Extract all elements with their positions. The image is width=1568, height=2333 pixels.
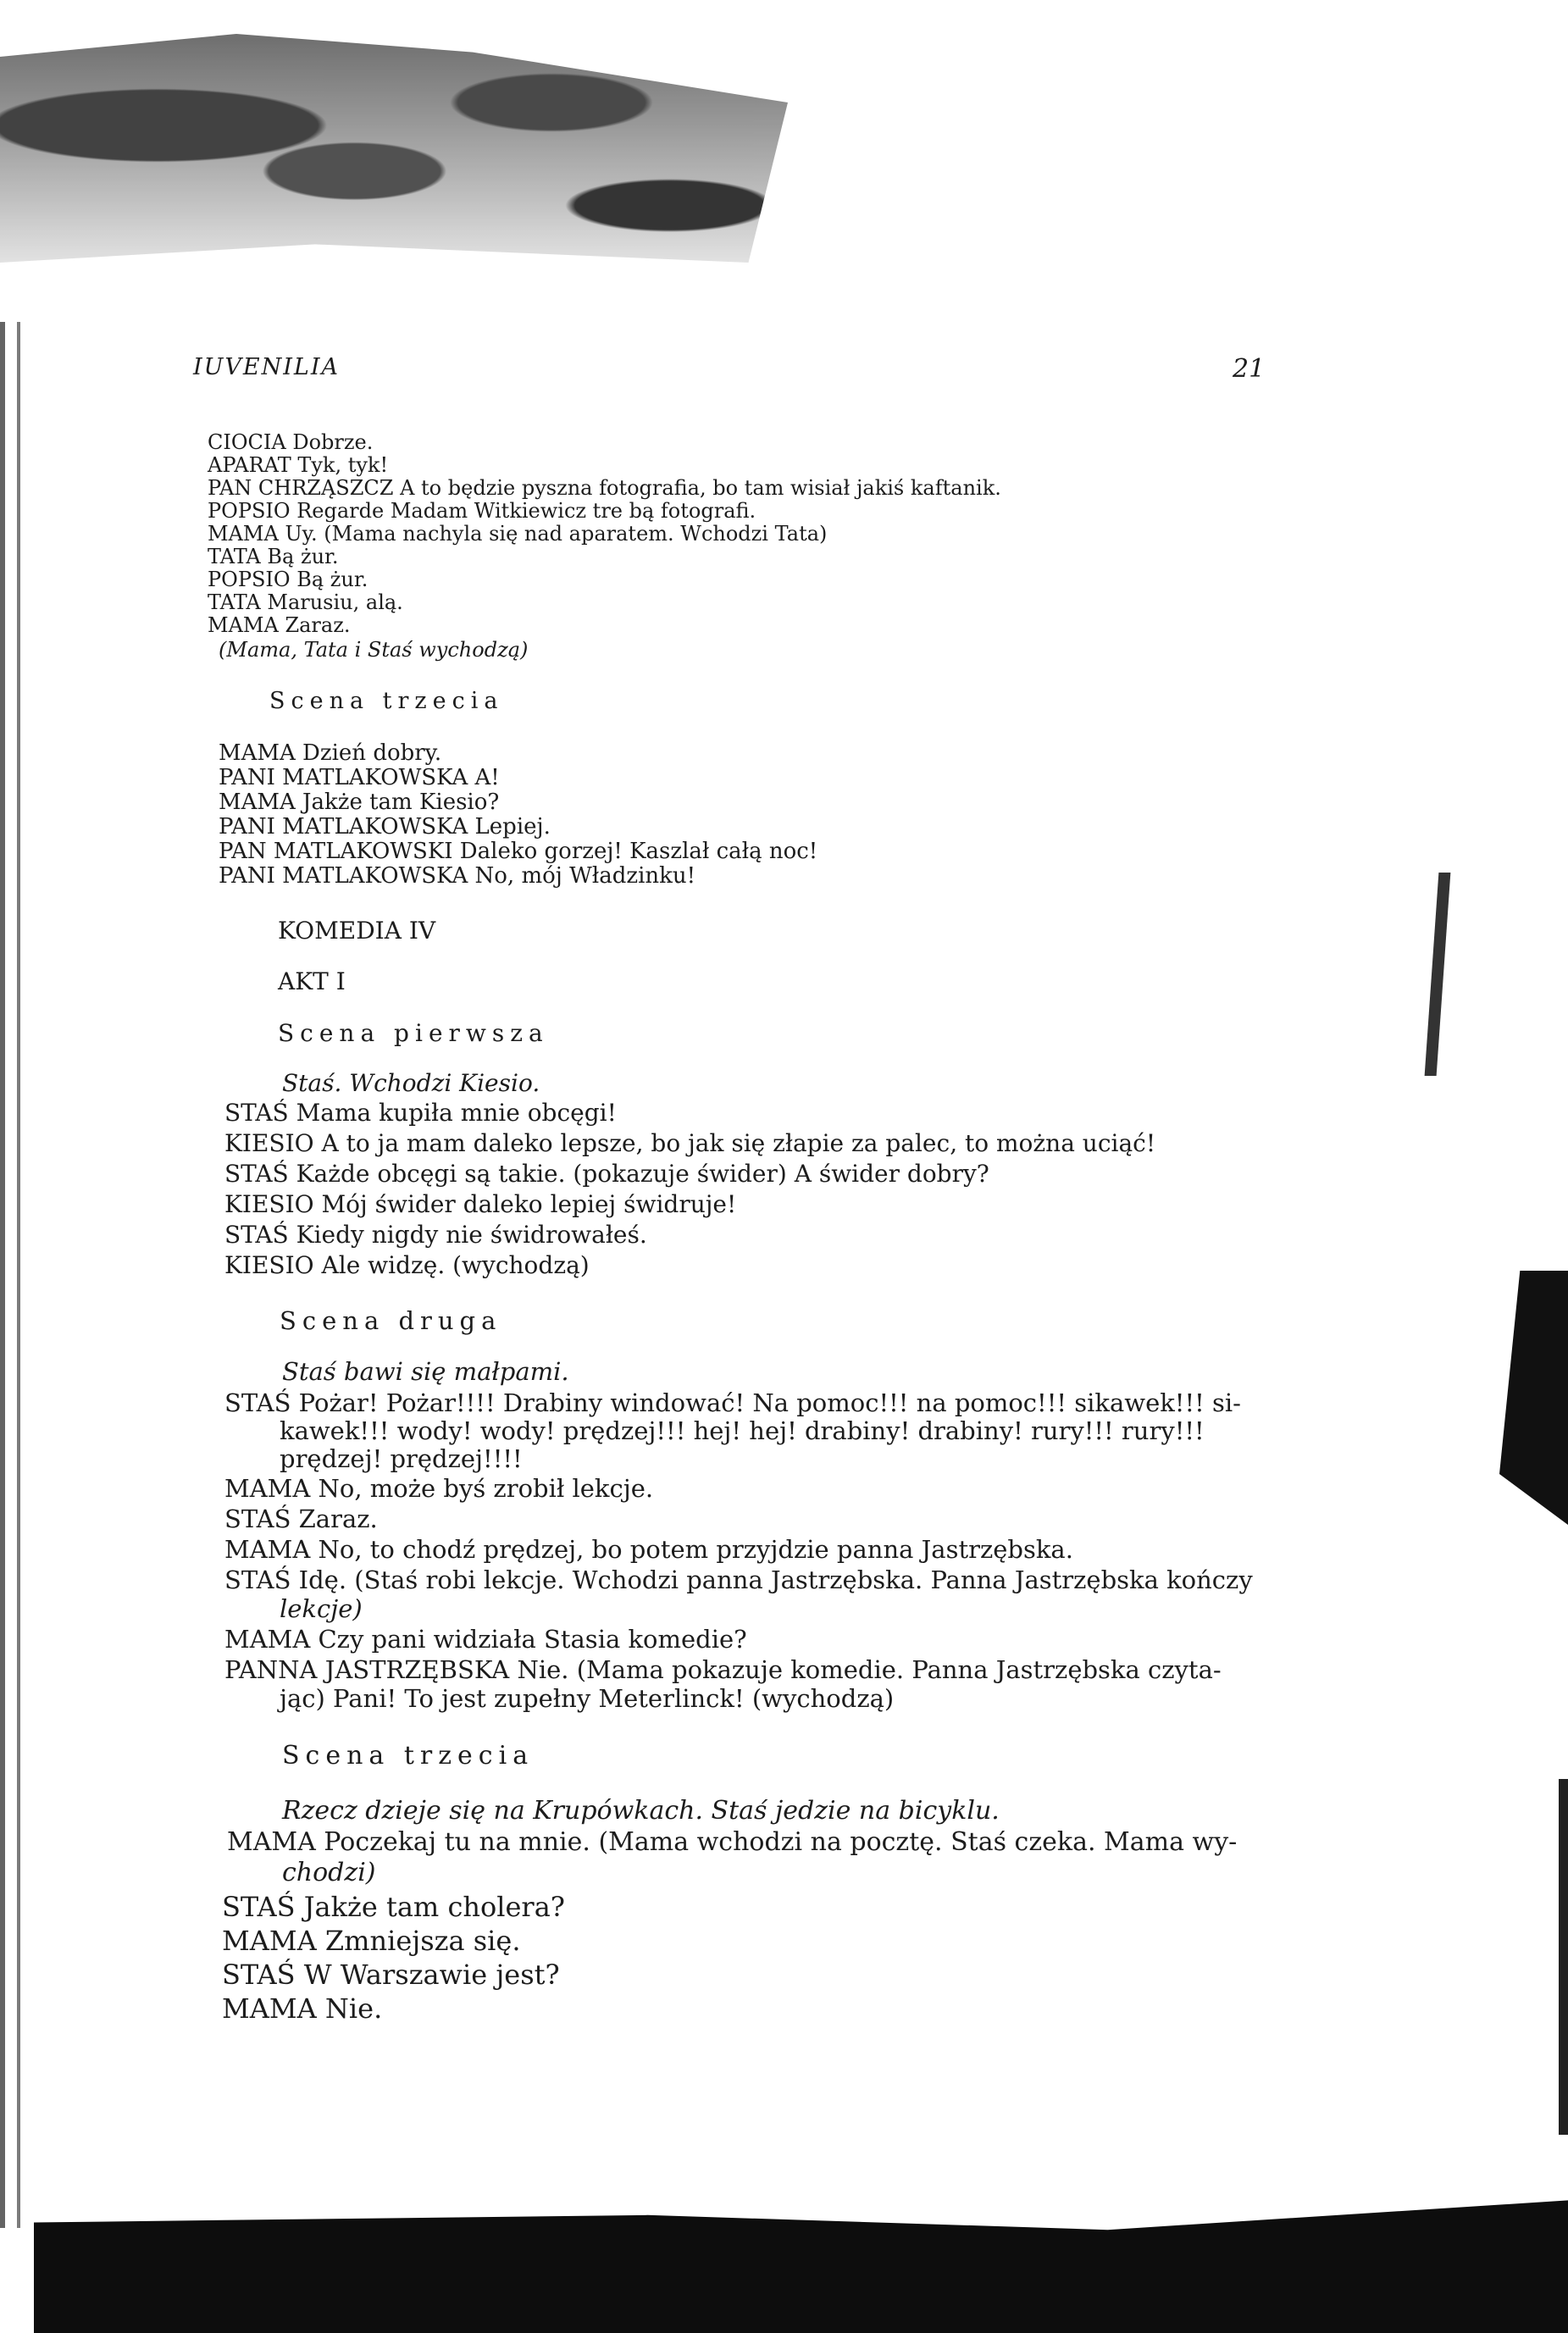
text-line: PANNA JASTRZĘBSKA Nie. (Mama pokazuje komedie. Panna Jastrzębska czyta- [224,1655,1222,1684]
text-line: MAMA No, to chodź prędzej, bo potem przyjdzie panna Jastrzębska. [224,1535,1073,1564]
text-line: MAMA Nie. [222,1992,383,2025]
text-line: PAN CHRZĄSZCZ A to będzie pyszna fotografia, bo tam wisiał jakiś kaftanik. [208,476,1001,500]
text-line: KIESIO Mój świder daleko lepiej świdruje! [224,1190,737,1218]
text-line: STAŚ W Warszawie jest? [222,1959,560,1991]
text-line: PANI MATLAKOWSKA A! [219,765,500,790]
text-line: PANI MATLAKOWSKA No, mój Władzinku! [219,863,696,889]
text-line: lekcje) [280,1594,363,1623]
text-line: KIESIO A to ja mam daleko lepsze, bo jak się złapie za palec, to można uciąć! [224,1129,1156,1157]
text-line: MAMA Dzień dobry. [219,740,442,766]
text-line: AKT I [278,967,346,995]
text-line: MAMA Jakże tam Kiesio? [219,790,500,815]
text-line: TATA Marusiu, alą. [208,590,403,614]
text-line: KIESIO Ale widzę. (wychodzą) [224,1251,590,1279]
text-line: MAMA Czy pani widziała Stasia komedie? [224,1625,747,1654]
text-line: STAŚ Każde obcęgi są takie. (pokazuje świder) A świder dobry? [224,1160,989,1188]
text-line: Scena trzecia [269,688,504,714]
text-line: Rzecz dzieje się na Krupówkach. Staś jedzie na bicyklu. [282,1796,1000,1826]
text-line: STAŚ Mama kupiła mnie obcęgi! [224,1099,617,1127]
text-line: CIOCIA Dobrze. [208,430,374,454]
text-line: MAMA Zmniejsza się. [222,1925,521,1957]
text-line: MAMA No, może byś zrobił lekcje. [224,1474,654,1503]
text-line: jąc) Pani! To jest zupełny Meterlinck! (wychodzą) [280,1684,895,1713]
text-line: MAMA Zaraz. [208,613,351,637]
text-line: chodzi) [282,1858,376,1887]
text-line: Scena trzecia [282,1741,535,1771]
text-line: POPSIO Regarde Madam Witkiewicz tre bą fotografi. [208,499,756,523]
text-line: PAN MATLAKOWSKI Daleko gorzej! Kaszlał całą noc! [219,839,818,864]
text-line: POPSIO Bą żur. [208,568,368,591]
text-line: prędzej! prędzej!!!! [280,1444,523,1473]
text-line: STAŚ Zaraz. [224,1505,378,1533]
text-line: APARAT Tyk, tyk! [208,453,389,477]
text-line: STAŚ Kiedy nigdy nie świdrowałeś. [224,1221,647,1249]
page-number: 21 [1233,354,1266,384]
text-line: PANI MATLAKOWSKA Lepiej. [219,814,551,840]
text-line: MAMA Poczekaj tu na mnie. (Mama wchodzi na pocztę. Staś czeka. Mama wy- [227,1827,1238,1857]
text-line: KOMEDIA IV [278,917,436,945]
text-line: Staś. Wchodzi Kiesio. [282,1069,540,1097]
text-line: kawek!!! wody! wody! prędzej!!! hej! hej! drabiny! drabiny! rury!!! rury!!! [280,1416,1205,1445]
text-line: (Mama, Tata i Staś wychodzą) [219,638,529,662]
text-line: Staś bawi się małpami. [282,1357,569,1386]
text-line: TATA Bą żur. [208,545,339,568]
text-line: STAŚ Jakże tam cholera? [222,1891,565,1923]
running-head: IUVENILIA [193,354,341,380]
text-line: STAŚ Idę. (Staś robi lekcje. Wchodzi panna Jastrzębska. Panna Jastrzębska kończy [224,1565,1253,1594]
text-line: Scena pierwsza [278,1019,549,1047]
text-line: Scena druga [280,1306,502,1335]
text-line: STAŚ Pożar! Pożar!!!! Drabiny windować! Na pomoc!!! na pomoc!!! sikawek!!! si- [224,1388,1241,1417]
text-line: MAMA Uy. (Mama nachyla się nad aparatem. Wchodzi Tata) [208,522,828,546]
